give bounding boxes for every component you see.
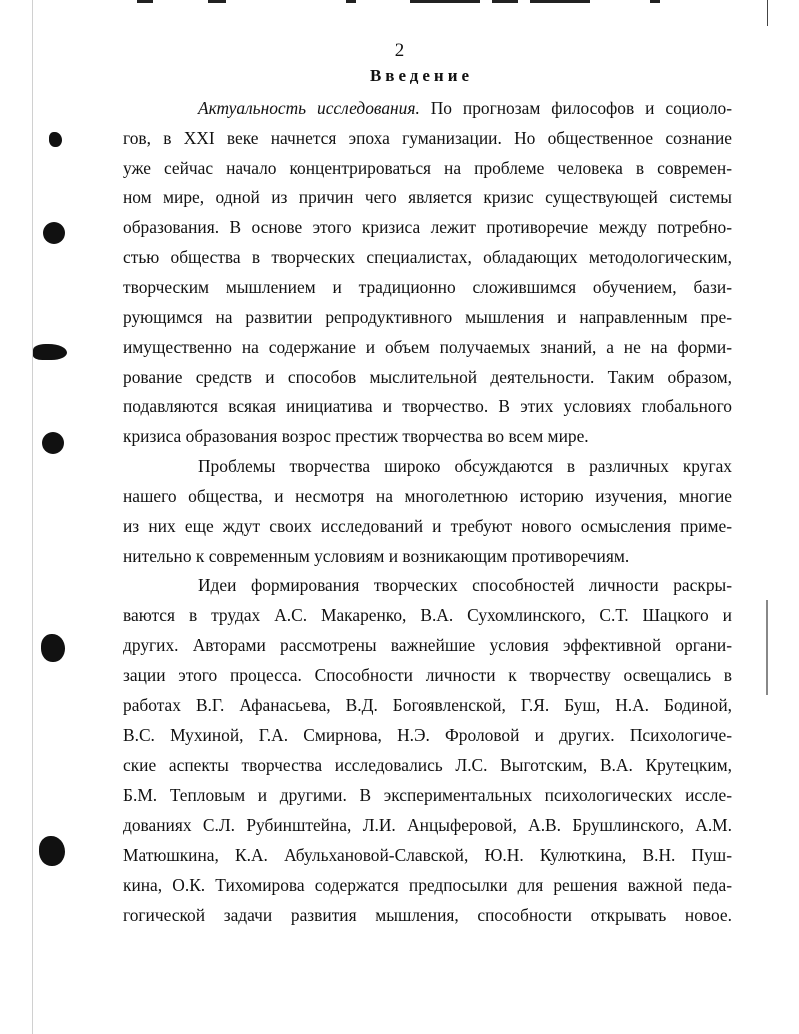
text-line: гогической задачи развития мышления, способности открывать новое. xyxy=(123,905,732,925)
text-line: нашего общества, и несмотря на многолетнюю историю изучения, многие xyxy=(123,486,732,506)
punch-hole xyxy=(42,432,64,454)
text-line: уже сейчас начало концентрироваться на проблеме человека в современ- xyxy=(123,158,732,178)
punch-hole xyxy=(43,222,65,244)
punch-hole-mark xyxy=(49,132,62,147)
scan-top-marks xyxy=(0,0,799,6)
section-title: Введение xyxy=(369,66,474,85)
text-line: Идеи формирования творческих способностей личности раскры- xyxy=(198,575,732,595)
scan-left-edge xyxy=(32,0,33,1034)
text-line: других. Авторами рассмотрены важнейшие условия эффективной органи- xyxy=(123,635,732,655)
text-line: образования. В основе этого кризиса лежит противоречие между потребно- xyxy=(123,217,732,237)
text-line: работах В.Г. Афанасьева, В.Д. Богоявленской, Г.Я. Буш, Н.А. Бодиной, xyxy=(123,695,732,715)
scan-right-edge-mark xyxy=(766,600,768,695)
text-line: ваются в трудах А.С. Макаренко, В.А. Сухомлинского, С.Т. Шацкого и xyxy=(123,605,732,625)
text-line: ном мире, одной из причин чего является кризис существующей системы xyxy=(123,187,732,207)
text-line: Б.М. Тепловым и другими. В экспериментальных психологических иссле- xyxy=(123,785,732,805)
text-line: зации этого процесса. Способности личности к творчеству освещались в xyxy=(123,665,732,685)
text-line: Проблемы творчества широко обсуждаются в различных кругах xyxy=(198,456,732,476)
text-line: гов, в XXI веке начнется эпоха гуманизации. Но общественное сознание xyxy=(123,128,732,148)
punch-hole xyxy=(39,836,65,866)
page-number: 2 xyxy=(394,40,405,61)
text-line: ские аспекты творчества исследовались Л.С. Выготским, В.А. Крутецким, xyxy=(123,755,732,775)
scan-right-edge xyxy=(767,0,768,26)
text-line: Матюшкина, К.А. Абульхановой-Славской, Ю.Н. Кулюткина, В.Н. Пуш- xyxy=(123,845,732,865)
text-line: рующимся на развитии репродуктивного мышления и направленным пре- xyxy=(123,307,732,327)
text-line: из них еще ждут своих исследований и требуют нового осмысления приме- xyxy=(123,516,732,536)
text-line: кризиса образования возрос престиж творчества во всем мире. xyxy=(123,426,589,446)
text-line: стью общества в творческих специалистах, обладающих методологическим, xyxy=(123,247,732,267)
punch-hole-mark xyxy=(33,344,67,360)
text-line: творческим мышлением и традиционно сложившимся обучением, бази- xyxy=(123,277,732,297)
text-line: дованиях С.Л. Рубинштейна, Л.И. Анцыферовой, А.В. Брушлинского, А.М. xyxy=(123,815,732,835)
text-line: кина, О.К. Тихомирова содержатся предпосылки для решения важной педа- xyxy=(123,875,732,895)
text-line: подавляются всякая инициатива и творчество. В этих условиях глобального xyxy=(123,396,732,416)
text-line: рование средств и способов мыслительной деятельности. Таким образом, xyxy=(123,367,732,387)
text-line: В.С. Мухиной, Г.А. Смирнова, Н.Э. Фроловой и других. Психологиче- xyxy=(123,725,732,745)
text-line: имущественно на содержание и объем получаемых знаний, а не на форми- xyxy=(123,337,732,357)
text-line: Актуальность исследования. По прогнозам философов и социоло- xyxy=(198,98,733,118)
punch-hole xyxy=(41,634,65,662)
lead-phrase: Актуальность исследования. xyxy=(198,98,420,118)
text-line: нительно к современным условиям и возникающим противоречиям. xyxy=(123,546,630,566)
